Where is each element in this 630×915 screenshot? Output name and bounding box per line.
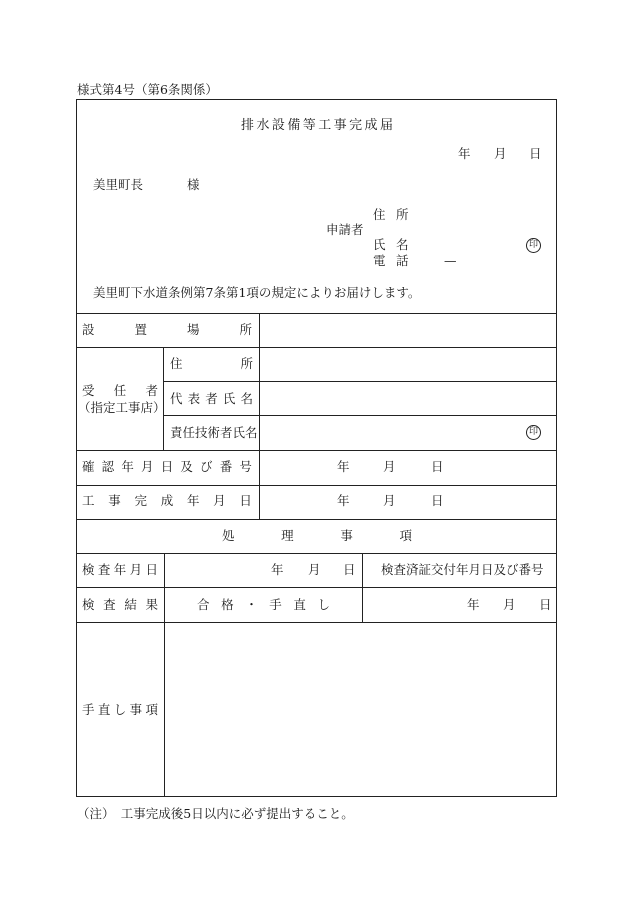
header-date-day: 日 bbox=[529, 146, 542, 161]
confirmation-year: 年 bbox=[337, 459, 350, 474]
representative-name-label: 代 表 者 氏 名 bbox=[170, 391, 253, 406]
form-title-char: 水 bbox=[256, 118, 270, 133]
row-line bbox=[76, 553, 557, 554]
inspection-date-label: 検 査 年 月 日 bbox=[82, 562, 158, 577]
row-line bbox=[76, 519, 557, 520]
applicant-phone-label-1: 電 bbox=[373, 253, 386, 268]
column-line bbox=[259, 313, 260, 519]
footnote: （注） 工事完成後5日以内に必ず提出すること。 bbox=[77, 806, 354, 821]
completion-day: 日 bbox=[431, 493, 444, 508]
form-number: 様式第4号（第6条関係） bbox=[77, 82, 218, 97]
applicant-address-label-1: 住 bbox=[373, 207, 386, 222]
completion-date-label: 工 事 完 成 年 月 日 bbox=[82, 493, 252, 508]
row-line bbox=[76, 485, 557, 486]
addressee-honorific: 様 bbox=[187, 177, 200, 192]
engineer-seal-mark: 印 bbox=[526, 425, 541, 440]
form-title-char: 設 bbox=[271, 118, 285, 133]
applicant-address-label-2: 所 bbox=[396, 207, 409, 222]
contractor-label: 受 任 者 bbox=[82, 383, 158, 398]
header-date-year: 年 bbox=[458, 146, 471, 161]
certificate-issue-label: 検査済証交付年月日及び番号 bbox=[381, 562, 544, 577]
confirmation-day: 日 bbox=[431, 459, 444, 474]
confirmation-month: 月 bbox=[383, 459, 396, 474]
applicant-phone-dash: — bbox=[444, 253, 457, 268]
contractor-address-label: 住 所 bbox=[170, 356, 253, 371]
column-line bbox=[362, 553, 363, 622]
column-line bbox=[164, 553, 165, 797]
applicant-name-label-1: 氏 bbox=[373, 237, 386, 252]
row-line bbox=[163, 415, 557, 416]
form-title-char: 排 bbox=[241, 118, 255, 133]
form-title-char: 工 bbox=[318, 118, 332, 133]
result-day: 日 bbox=[539, 597, 552, 612]
location-label: 設 置 場 所 bbox=[82, 322, 252, 337]
form-title-char: 事 bbox=[333, 118, 347, 133]
inspection-result-label: 検 査 結 果 bbox=[82, 597, 158, 612]
contractor-sublabel: （指定工事店） bbox=[78, 400, 166, 415]
applicant-seal-mark: 印 bbox=[526, 238, 541, 253]
engineer-name-label: 責任技術者氏名 bbox=[170, 425, 258, 440]
applicant-phone-label-2: 話 bbox=[396, 253, 409, 268]
row-line bbox=[163, 381, 557, 382]
confirmation-date-label: 確 認 年 月 日 及 び 番 号 bbox=[82, 459, 252, 474]
form-frame bbox=[76, 99, 557, 797]
applicant-role: 申請者 bbox=[326, 222, 364, 237]
form-title bbox=[241, 119, 393, 132]
form-title-char: 成 bbox=[364, 118, 378, 133]
form-title-char: 等 bbox=[302, 118, 316, 133]
row-line bbox=[76, 587, 557, 588]
inspection-month: 月 bbox=[308, 562, 321, 577]
header-date-month: 月 bbox=[494, 146, 507, 161]
form-title-char: 届 bbox=[379, 118, 393, 133]
result-year: 年 bbox=[467, 597, 480, 612]
applicant-name-label-2: 名 bbox=[396, 237, 409, 252]
rework-items-label: 手 直 し 事 項 bbox=[82, 702, 158, 717]
completion-month: 月 bbox=[383, 493, 396, 508]
row-line bbox=[76, 313, 557, 314]
form-title-char: 完 bbox=[349, 118, 363, 133]
row-line bbox=[76, 622, 557, 623]
row-line bbox=[76, 450, 557, 451]
inspection-result-options: 合 格 ・ 手 直 し bbox=[197, 597, 330, 612]
processing-header: 処 理 事 項 bbox=[222, 528, 412, 543]
result-month: 月 bbox=[503, 597, 516, 612]
inspection-year: 年 bbox=[271, 562, 284, 577]
addressee-name: 美里町長 bbox=[93, 177, 144, 192]
column-line bbox=[163, 347, 164, 450]
inspection-day: 日 bbox=[343, 562, 356, 577]
form-title-char: 備 bbox=[287, 118, 301, 133]
row-line bbox=[76, 347, 557, 348]
completion-year: 年 bbox=[337, 493, 350, 508]
statement-text: 美里町下水道条例第7条第1項の規定によりお届けします。 bbox=[93, 285, 421, 300]
